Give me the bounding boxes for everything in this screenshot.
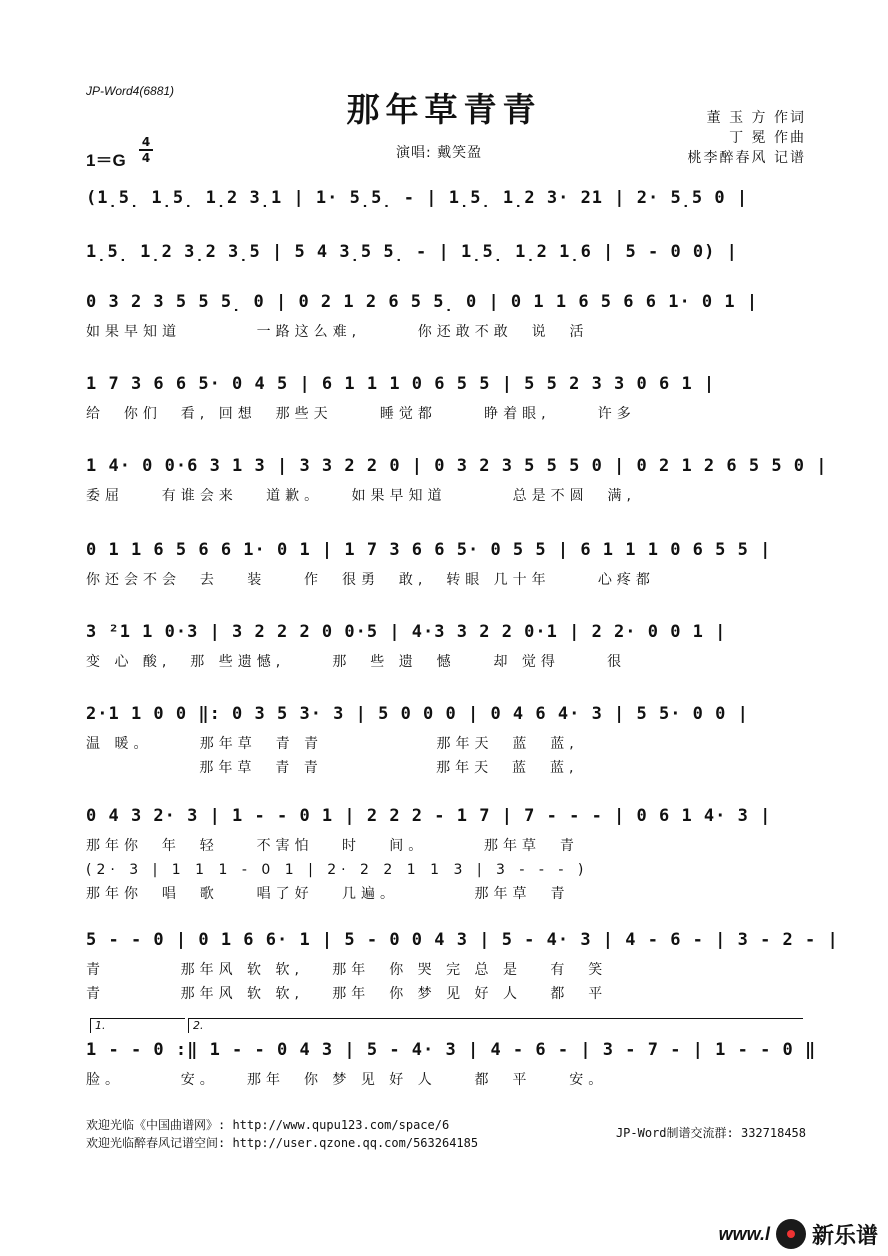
- singer: 演唱: 戴笑盈: [396, 145, 483, 161]
- notation-line: 3 ²1 1 0·3 | 3 2 2 2 0 0·5 | 4·3 3 2 2 0·1 | 2 2· 0 0 1 |: [86, 622, 727, 642]
- site-logo: [719, 1216, 878, 1252]
- notation-line: 0 3 2 3 5 5 5̣ 0 | 0 2 1 2 6 5 5̣ 0 | 0 1 1 6 5 6 6 1· 0 1 |: [86, 292, 759, 312]
- lyric-line: 你还会不会 去 装 作 很勇 敢, 转眼 几十年 心疼都: [86, 572, 655, 588]
- lyric-line: 如果早知道 一路这么难, 你还敢不敢 说 活: [86, 324, 589, 340]
- notation-line: 5 - - 0 | 0 1 6 6· 1 | 5 - 0 0 4 3 | 5 - 4· 3 | 4 - 6 - | 3 - 2 - |: [86, 930, 839, 950]
- lyric-line: 变 心 酸, 那 些遗憾, 那 些 遗 憾 却 觉得 很: [86, 654, 627, 670]
- notation-line: 0 1 1 6 5 6 6 1· 0 1 | 1 7 3 6 6 5· 0 5 5 | 6 1 1 1 0 6 5 5 |: [86, 540, 772, 560]
- transcriber: 桃李醉春风 记谱: [687, 150, 806, 166]
- lyric-line: (2· 3 | 1 1 1 - 0 1 | 2· 2 2 1 1 3 | 3 - - - ): [86, 862, 589, 878]
- logo-brand: 新乐谱: [811, 1223, 878, 1249]
- lyric-line: 委屈 有谁会来 道歉。 如果早知道 总是不圆 满,: [86, 488, 637, 504]
- volta-second: 2.: [188, 1018, 803, 1033]
- notation-line: 1̣5̣ 1̣2 3̣2 3̣5 | 5 4 3̣5 5̣ - | 1̣5̣ 1̣2 1̣6 | 5 - 0 0) |: [86, 242, 738, 262]
- notation-line: 1 7 3 6 6 5· 0 4 5 | 6 1 1 1 0 6 5 5 | 5 5 2 3 3 0 6 1 |: [86, 374, 716, 394]
- notation-line: 2·1 1 0 0 ‖: 0 3 5 3· 3 | 5 0 0 0 | 0 4 6 4· 3 | 5 5· 0 0 |: [86, 704, 749, 724]
- disc-icon: [776, 1219, 806, 1249]
- lyric-line: 那年你 唱 歌 唱了好 几遍。 那年草 青: [86, 886, 570, 902]
- qq-group: JP-Word制谱交流群: 332718458: [615, 1126, 806, 1140]
- time-sig-bottom: 4: [141, 151, 151, 165]
- notation-line: 1 - - 0 :‖ 1 - - 0 4 3 | 5 - 4· 3 | 4 - 6 - | 3 - 7 - | 1 - - 0 ‖: [86, 1040, 817, 1060]
- software-label: JP-Word4(6881): [86, 84, 175, 98]
- notation-line: 1 4· 0 0·6 3 1 3 | 3 3 2 2 0 | 0 3 2 3 5 5 5 0 | 0 2 1 2 6 5 5 0 |: [86, 456, 828, 476]
- notation-line: (1̣5̣ 1̣5̣ 1̣2 3̣1 | 1· 5̣5̣ - | 1̣5̣ 1̣2 3· 21 | 2· 5̣5 0 |: [86, 188, 749, 208]
- logo-url: www.l: [718, 1223, 770, 1244]
- time-signature: [139, 136, 153, 164]
- lyric-line: 那年草 青 青 那年天 蓝 蓝,: [86, 760, 579, 776]
- lyric-line: 青 那年风 软 软, 那年 你 哭 完 总 是 有 笑: [86, 962, 608, 978]
- time-sig-top: 4: [141, 135, 151, 149]
- lyric-line: 脸。 安。 那年 你 梦 见 好 人 都 平 安。: [86, 1072, 608, 1088]
- lyric-line: 给 你们 看, 回想 那些天 睡觉都 睁着眼, 许多: [86, 406, 636, 422]
- footer-links: [86, 1116, 478, 1152]
- lyric-line: 青 那年风 软 软, 那年 你 梦 见 好 人 都 平: [86, 986, 608, 1002]
- lyric-line: 那年你 年 轻 不害怕 时 间。 那年草 青: [86, 838, 579, 854]
- lyric-line: 温 暖。 那年草 青 青 那年天 蓝 蓝,: [86, 736, 579, 752]
- footer-line-1: 欢迎光临《中国曲谱网》: http://www.qupu123.com/space/6: [86, 1118, 450, 1132]
- notation-line: 0 4 3 2· 3 | 1 - - 0 1 | 2 2 2 - 1 7 | 7 - - - | 0 6 1 4· 3 |: [86, 806, 772, 826]
- volta-first: 1.: [90, 1018, 185, 1033]
- credits: [688, 108, 806, 168]
- lyricist: 董 玉 方 作词: [706, 110, 806, 126]
- key-signature: 1＝G: [86, 151, 126, 170]
- composer: 丁 冕 作曲: [729, 130, 806, 146]
- song-title: 那年草青青: [346, 90, 542, 129]
- footer-line-2: 欢迎光临醉春风记谱空间: http://user.qzone.qq.com/563264185: [86, 1136, 479, 1150]
